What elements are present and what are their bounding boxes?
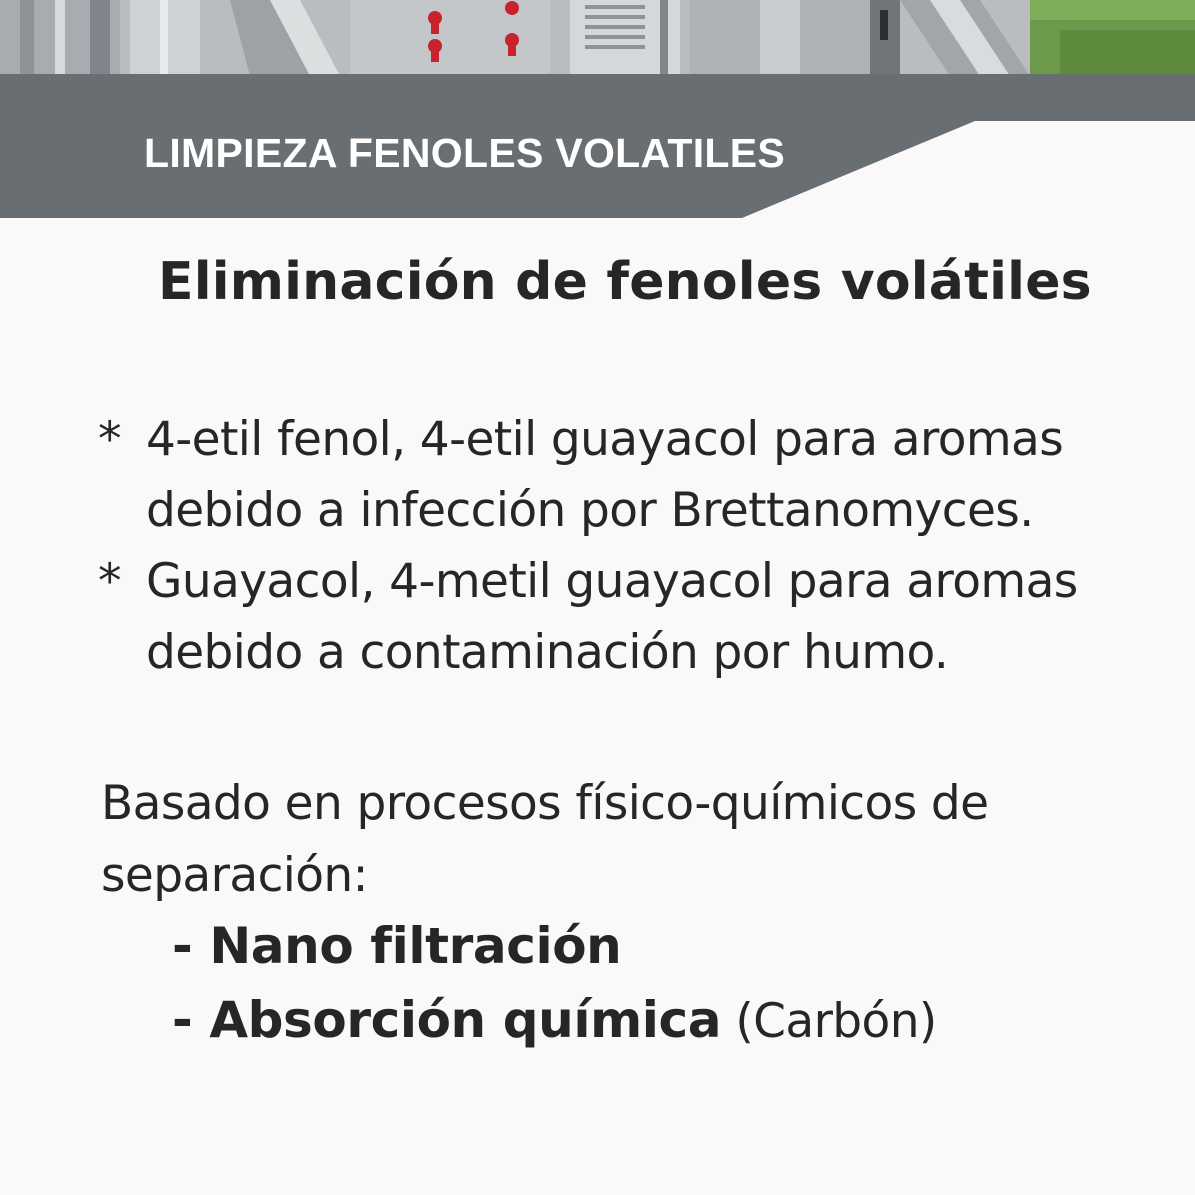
- bullet-text: Guayacol, 4-metil guayacol para aromas debido a contaminación por humo.: [146, 554, 1078, 680]
- method-prefix: -: [172, 917, 210, 975]
- asterisk-bullet-icon: *: [98, 412, 122, 467]
- page-title: Eliminación de fenoles volátiles: [158, 252, 1092, 312]
- method-item: [172, 984, 937, 1058]
- header-photo: [0, 0, 1195, 76]
- method-name: Absorción química: [209, 991, 722, 1049]
- method-list: [172, 910, 937, 1058]
- bullet-text: 4-etil fenol, 4-etil guayacol para aromas debido a infección por Brettanomyces.: [146, 412, 1064, 538]
- list-item: [98, 546, 1158, 688]
- intro-paragraph: Basado en procesos físico-químicos de separación:: [101, 776, 989, 903]
- method-name: Nano filtración: [209, 917, 622, 975]
- list-item: [98, 404, 1158, 546]
- asterisk-bullet-icon: *: [98, 554, 122, 609]
- method-prefix: -: [172, 991, 210, 1049]
- bullet-list: [98, 404, 1158, 688]
- method-note: (Carbón): [721, 994, 937, 1049]
- method-item: [172, 910, 937, 984]
- header-title: LIMPIEZA FENOLES VOLATILES: [144, 130, 786, 176]
- equipment-photo-image: [0, 0, 1195, 76]
